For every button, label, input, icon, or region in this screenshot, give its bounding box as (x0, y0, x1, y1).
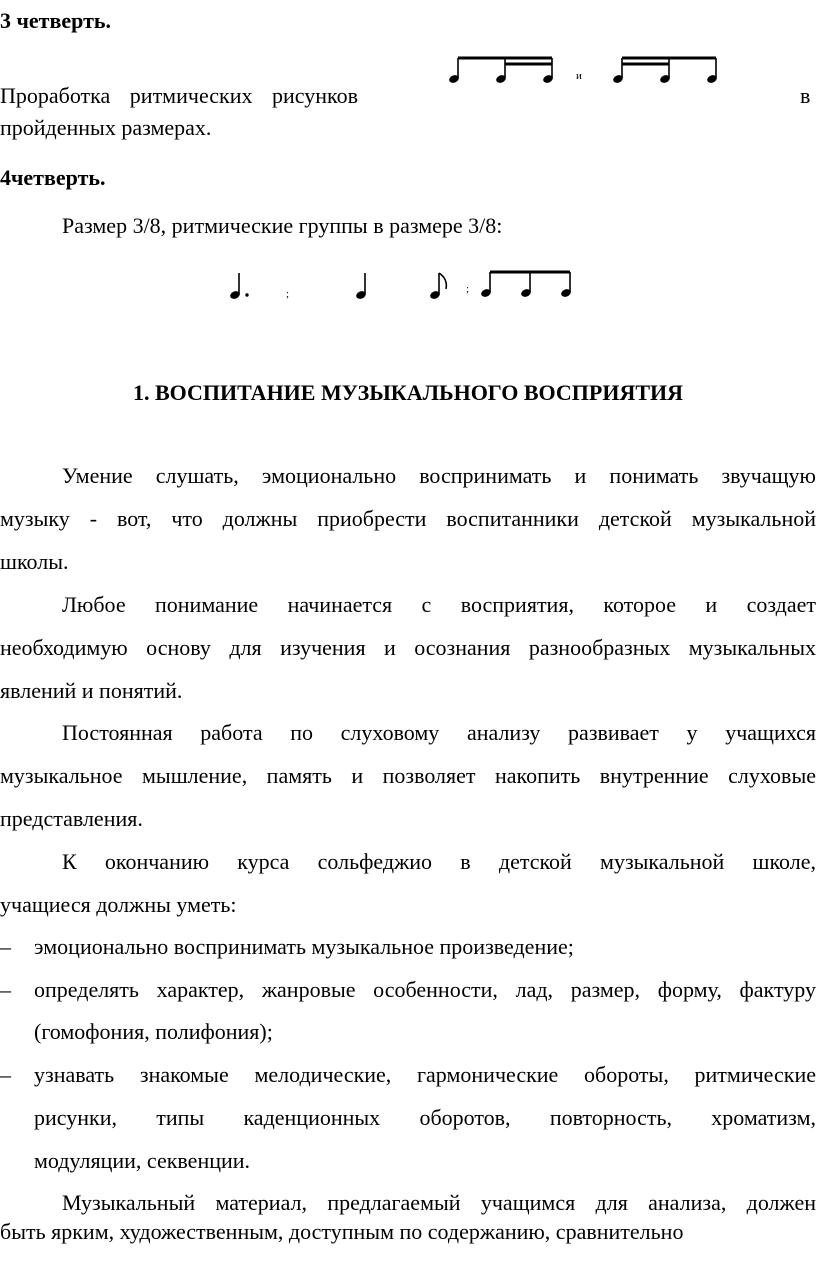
bullet-dash-3: – (0, 1062, 11, 1087)
paragraph-1-line-2: музыку - вот, что должны приобрести воспитанники детской музыкальной (0, 506, 816, 531)
bullet-3-line-1: узнавать знакомые мелодические, гармонические обороты, ритмические (34, 1062, 816, 1087)
paragraph-1-line-1: Умение слушать, эмоционально воспринимать и понимать звучащую (62, 463, 816, 488)
rhythm-separator-2: ; (466, 283, 470, 295)
bullet-dash-1: – (0, 934, 11, 959)
rhythm-separator-1: ; (286, 288, 290, 300)
eighth-note-icon (426, 270, 452, 302)
quarter3-text-left: Проработка ритмических рисунков (0, 83, 358, 108)
paragraph-5-line-2: быть ярким, художественным, доступным по содержанию, сравнительно (0, 1219, 684, 1244)
rhythm-two-sixteenths-eighth-icon (612, 52, 724, 88)
paragraph-3-line-1: Постоянная работа по слуховому анализу развивает у учащихся (62, 720, 816, 745)
rhythm-eighth-two-sixteenths-icon (448, 52, 560, 88)
bullet-2-line-1: определять характер, жанровые особенности, лад, размер, форму, фактуру (34, 977, 816, 1002)
paragraph-2-line-1: Любое понимание начинается с восприятия, которое и создает (62, 592, 816, 617)
quarter-note-icon (352, 270, 374, 302)
paragraph-2-line-3: явлений и понятий. (0, 678, 183, 703)
bullet-dash-2: – (0, 977, 11, 1002)
bullet-3-line-2: рисунки, типы каденционных оборотов, повторность, хроматизм, (34, 1105, 816, 1130)
three-eighths-group-icon (480, 266, 576, 302)
bullet-2-line-2: (гомофония, полифония); (34, 1019, 273, 1044)
quarter4-text: Размер 3/8, ритмические группы в размере 3/8: (62, 213, 503, 238)
paragraph-3-line-3: представления. (0, 806, 143, 831)
section-title: 1. ВОСПИТАНИЕ МУЗЫКАЛЬНОГО ВОСПРИЯТИЯ (132, 380, 684, 405)
rhythm-connector: и (576, 70, 582, 82)
paragraph-1-line-3: школы. (0, 549, 69, 574)
paragraph-4-line-1: К окончанию курса сольфеджио в детской музыкальной школе, (62, 849, 816, 874)
quarter3-text-line2: пройденных размерах. (0, 115, 212, 140)
quarter3-text-right: в (800, 83, 811, 108)
paragraph-3-line-2: музыкальное мышление, память и позволяет накопить внутренние слуховые (0, 763, 816, 788)
paragraph-2-line-2: необходимую основу для изучения и осознания разнообразных музыкальных (0, 635, 816, 660)
paragraph-5-line-1: Музыкальный материал, предлагаемый учащимся для анализа, должен (62, 1190, 816, 1215)
quarter4-heading: 4четверть. (0, 165, 106, 190)
dotted-quarter-note-icon (226, 270, 258, 302)
quarter3-heading: 3 четверть. (0, 8, 112, 33)
bullet-1-line-1: эмоционально воспринимать музыкальное произведение; (34, 934, 574, 959)
paragraph-4-line-2: учащиеся должны уметь: (0, 892, 237, 917)
bullet-3-line-3: модуляции, секвенции. (34, 1148, 251, 1173)
